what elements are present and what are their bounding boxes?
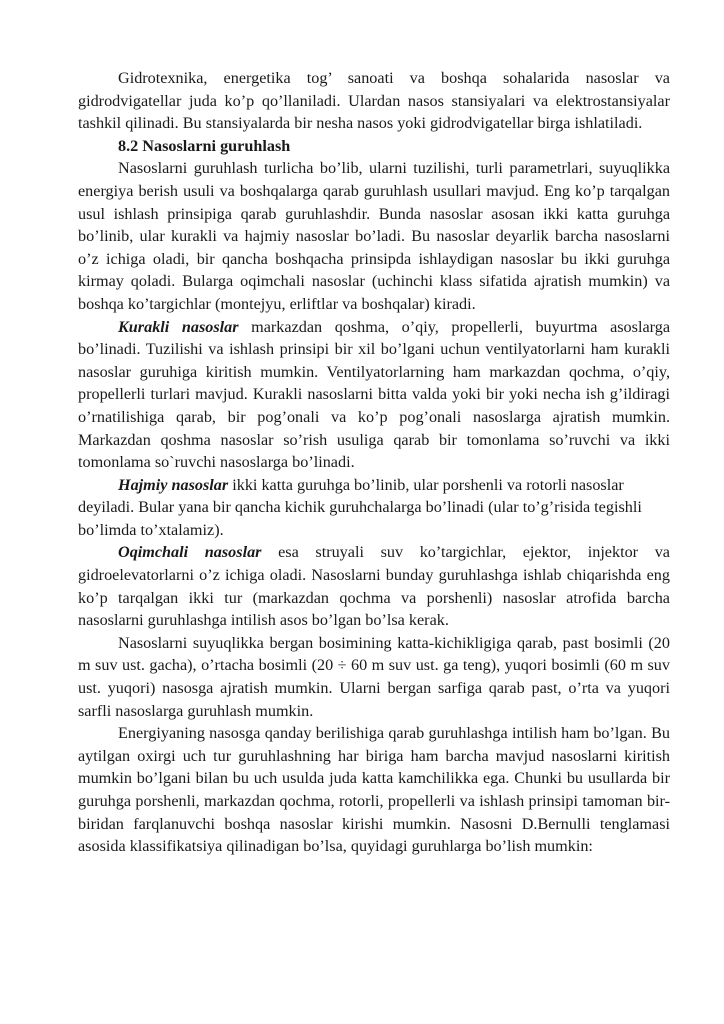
- paragraph-text: ikki katta guruhga bo’linib, ular porshenli va rotorli nasoslar: [228, 475, 624, 494]
- section-heading: 8.2 Nasoslarni guruhlash: [118, 136, 291, 155]
- term-oqimchali-nasoslar: Oqimchali nasoslar: [118, 543, 262, 562]
- document-page: [78, 67, 670, 858]
- paragraph-pressure-classification: Nasoslarni suyuqlikka bergan bosimining katta-kichikligiga qarab, past bosimli (20 m suv ust. gacha), o’rtacha bosimli (20 ÷ 60 m suv ust. ga teng), yuqori bosimli (60 m suv ust. yuqori) nasosga ajratish mumkin. Ularni bergan sarfiga qarab past, o’rta va yuqori sarfli nasoslarga guruhlash mumkin.: [78, 633, 670, 720]
- paragraph-text: esa struyali suv ko’targichlar, ejektor, injektor va gidroelevatorlarni o’z ichiga oladi. Nasoslarni bunday guruhlashga ishlab chiqarishda eng ko’p tarqalgan ikki tur (markazdan qochma va porshenli) nasoslar atrofida barcha nasoslarni guruhlashga intilish asos bo’lgan bo’lsa kerak.: [78, 543, 670, 630]
- term-kurakli-nasoslar: Kurakli nasoslar: [118, 317, 239, 336]
- paragraph-hajmiy-nasoslar: [78, 474, 670, 497]
- paragraph-grouping-overview: Nasoslarni guruhlash turlicha bo’lib, ularni tuzilishi, turli parametrlari, suyuqlikka energiya berish usuli va boshqalarga qarab guruhlash usullari mavjud. Eng ko’p tarqalgan usul ishlash prinsipiga qarab guruhlashdir. Bunda nasoslar asosan ikki katta guruhga bo’linib, ular kurakli va hajmiy nasoslar bo’ladi. Bu nasoslar deyarlik barcha nasoslarni o’z ichiga oladi, bir qancha boshqacha prinsipda ishlaydigan nasoslar bu ikki guruhga kirmay qoladi. Bularga oqimchali nasoslar (uchinchi klass sifatida ajratish mumkin) va boshqa ko’targichlar (montejyu, erliftlar va boshqalar) kiradi.: [78, 159, 670, 313]
- paragraph-hajmiy-nasoslar-continued: deyiladi. Bular yana bir qancha kichik guruhchalarga bo’linadi (ular to’g’risida tegishli bo’limda to’xtalamiz).: [78, 498, 642, 539]
- term-hajmiy-nasoslar: Hajmiy nasoslar: [118, 475, 229, 494]
- paragraph-oqimchali-nasoslar: [78, 541, 670, 631]
- paragraph-energy-classification: Energiyaning nasosga qanday berilishiga qarab guruhlashga intilish ham bo’lgan. Bu aytilgan oxirgi uch tur guruhlashning har biriga ham barcha mavjud nasoslarni kiritish mumkin bo’lgani bilan bu uch usulda juda katta kamchilikka ega. Chunki bu usullarda bir guruhga porshenli, markazdan qochma, rotorli, propellerli va ishlash prinsipi tamoman bir-biridan farqlanuvchi boshqa nasoslar kirishi mumkin. Nasosni D.Bernulli tenglamasi asosida klassifikatsiya qilinadigan bo’lsa, quyidagi guruhlarga bo’lish mumkin:: [78, 724, 670, 856]
- paragraph-kurakli-nasoslar: [78, 316, 670, 474]
- intro-paragraph: Gidrotexnika, energetika tog’ sanoati va boshqa sohalarida nasoslar va gidrodvigatellar juda ko’p qo’llaniladi. Ulardan nasos stansiyalari va elektrostansiyalar tashkil qilinadi. Bu stansiyalarda bir nesha nasos yoki gidrodvigatellar birga ishlatiladi.: [78, 69, 670, 133]
- paragraph-text: markazdan qoshma, o’qiy, propellerli, buyurtma asoslarga bo’linadi. Tuzilishi va ishlash prinsipi bir xil bo’lgani uchun ventilyatorlarni ham kurakli nasoslar guruhiga kiritish mumkin. Ventilyatorlarning ham markazdan qochma, o’qiy, propellerli turlari mavjud. Kurakli nasoslarni bitta valda yoki bir yoki necha ish g’ildiragi o’rnatilishiga qarab, bir pog’onali va ko’p pog’onali nasoslarga ajratish mumkin. Markazdan qoshma nasoslar so’rish usuliga qarab bir tomonlama so’ruvchi va ikki tomonlama so`ruvchi nasoslarga bo’linadi.: [78, 317, 671, 472]
